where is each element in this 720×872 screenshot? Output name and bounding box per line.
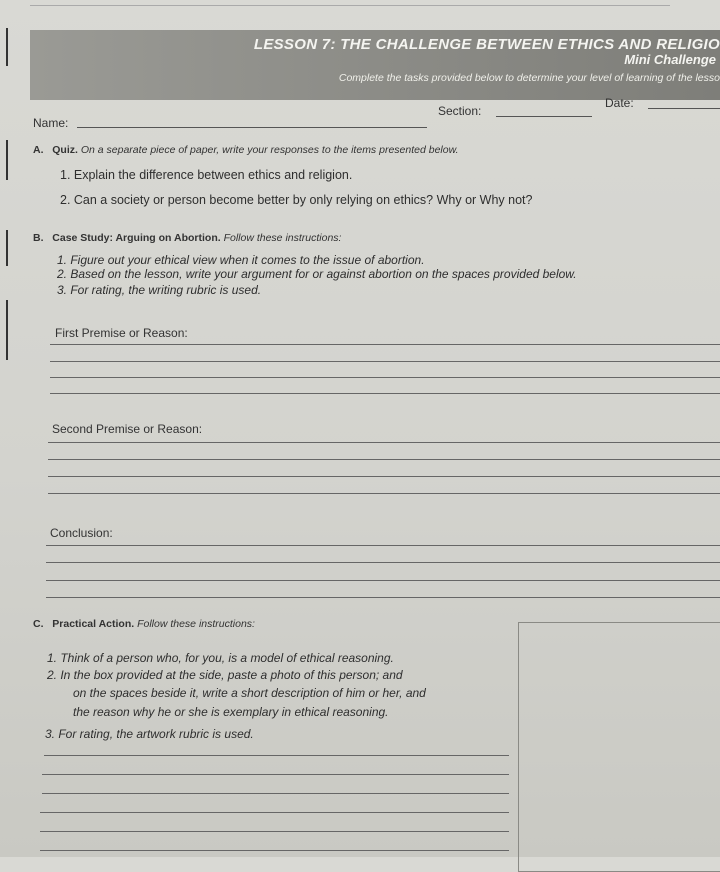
section-b-title: Case Study: Arguing on Abortion.: [52, 232, 221, 244]
name-blank[interactable]: [77, 127, 427, 128]
section-label: Section:: [438, 104, 482, 118]
writing-line[interactable]: [50, 393, 720, 394]
writing-line[interactable]: [40, 831, 509, 832]
date-blank[interactable]: [648, 108, 720, 109]
section-a-item-1: 1. Explain the difference between ethics and religion.: [60, 168, 353, 182]
writing-line[interactable]: [46, 580, 720, 581]
section-b-instruction: Follow these instructions:: [223, 232, 342, 244]
writing-line[interactable]: [48, 442, 720, 443]
lesson-instruction: Complete the tasks provided below to determine your level of learning of the lesso: [338, 72, 720, 84]
writing-line[interactable]: [48, 476, 720, 477]
conclusion-label: Conclusion:: [50, 526, 113, 540]
first-premise-label: First Premise or Reason:: [55, 326, 188, 340]
section-b-letter: B.: [33, 232, 44, 244]
section-c-instruction: Follow these instructions:: [137, 618, 255, 630]
section-b-item-3: 3. For rating, the writing rubric is used.: [57, 283, 262, 297]
writing-line[interactable]: [46, 562, 720, 563]
section-blank[interactable]: [496, 116, 592, 117]
lesson-title: LESSON 7: THE CHALLENGE BETWEEN ETHICS AND RELIGIO: [253, 36, 720, 53]
section-c-item-2-cont: on the spaces beside it, write a short description of him or her, and: [73, 686, 426, 700]
margin-mark: [6, 28, 8, 66]
section-a-heading: [33, 144, 459, 156]
writing-line[interactable]: [48, 493, 720, 494]
margin-mark: [6, 300, 8, 360]
writing-line[interactable]: [48, 459, 720, 460]
section-c-item-3: 3. For rating, the artwork rubric is used.: [45, 727, 254, 741]
section-c-letter: C.: [33, 618, 44, 630]
section-a-letter: A.: [33, 144, 44, 156]
section-c-title: Practical Action.: [52, 618, 135, 630]
top-rule: [30, 5, 670, 6]
section-a-item-2: 2. Can a society or person become better by only relying on ethics? Why or Why not?: [60, 193, 533, 207]
section-c-item-2: 2. In the box provided at the side, paste a photo of this person; and: [47, 668, 403, 682]
second-premise-label: Second Premise or Reason:: [52, 422, 203, 436]
writing-line[interactable]: [40, 850, 509, 851]
writing-line[interactable]: [50, 377, 720, 378]
writing-line[interactable]: [42, 793, 509, 794]
writing-line[interactable]: [46, 545, 720, 546]
name-label: Name:: [33, 116, 69, 130]
writing-line[interactable]: [44, 755, 509, 756]
margin-mark: [6, 230, 8, 266]
header-banner: [30, 30, 720, 100]
photo-box[interactable]: [518, 622, 720, 872]
section-b-item-1: 1. Figure out your ethical view when it comes to the issue of abortion.: [57, 253, 425, 267]
section-c-heading: [33, 618, 255, 630]
section-b-item-2: 2. Based on the lesson, write your argument for or against abortion on the spaces provided below.: [57, 267, 577, 281]
section-a-instruction: On a separate piece of paper, write your responses to the items presented below.: [80, 144, 459, 156]
section-b-heading: [33, 232, 341, 244]
section-a-title: Quiz.: [52, 144, 78, 156]
date-label: Date:: [605, 96, 634, 110]
section-c-item-1: 1. Think of a person who, for you, is a model of ethical reasoning.: [47, 651, 394, 665]
writing-line[interactable]: [46, 597, 720, 598]
writing-line[interactable]: [50, 344, 720, 345]
section-c-item-2-cont: the reason why he or she is exemplary in ethical reasoning.: [73, 705, 389, 719]
margin-mark: [6, 140, 8, 180]
writing-line[interactable]: [50, 361, 720, 362]
lesson-subtitle: Mini Challenge: [624, 52, 716, 67]
writing-line[interactable]: [40, 812, 509, 813]
writing-line[interactable]: [42, 774, 509, 775]
